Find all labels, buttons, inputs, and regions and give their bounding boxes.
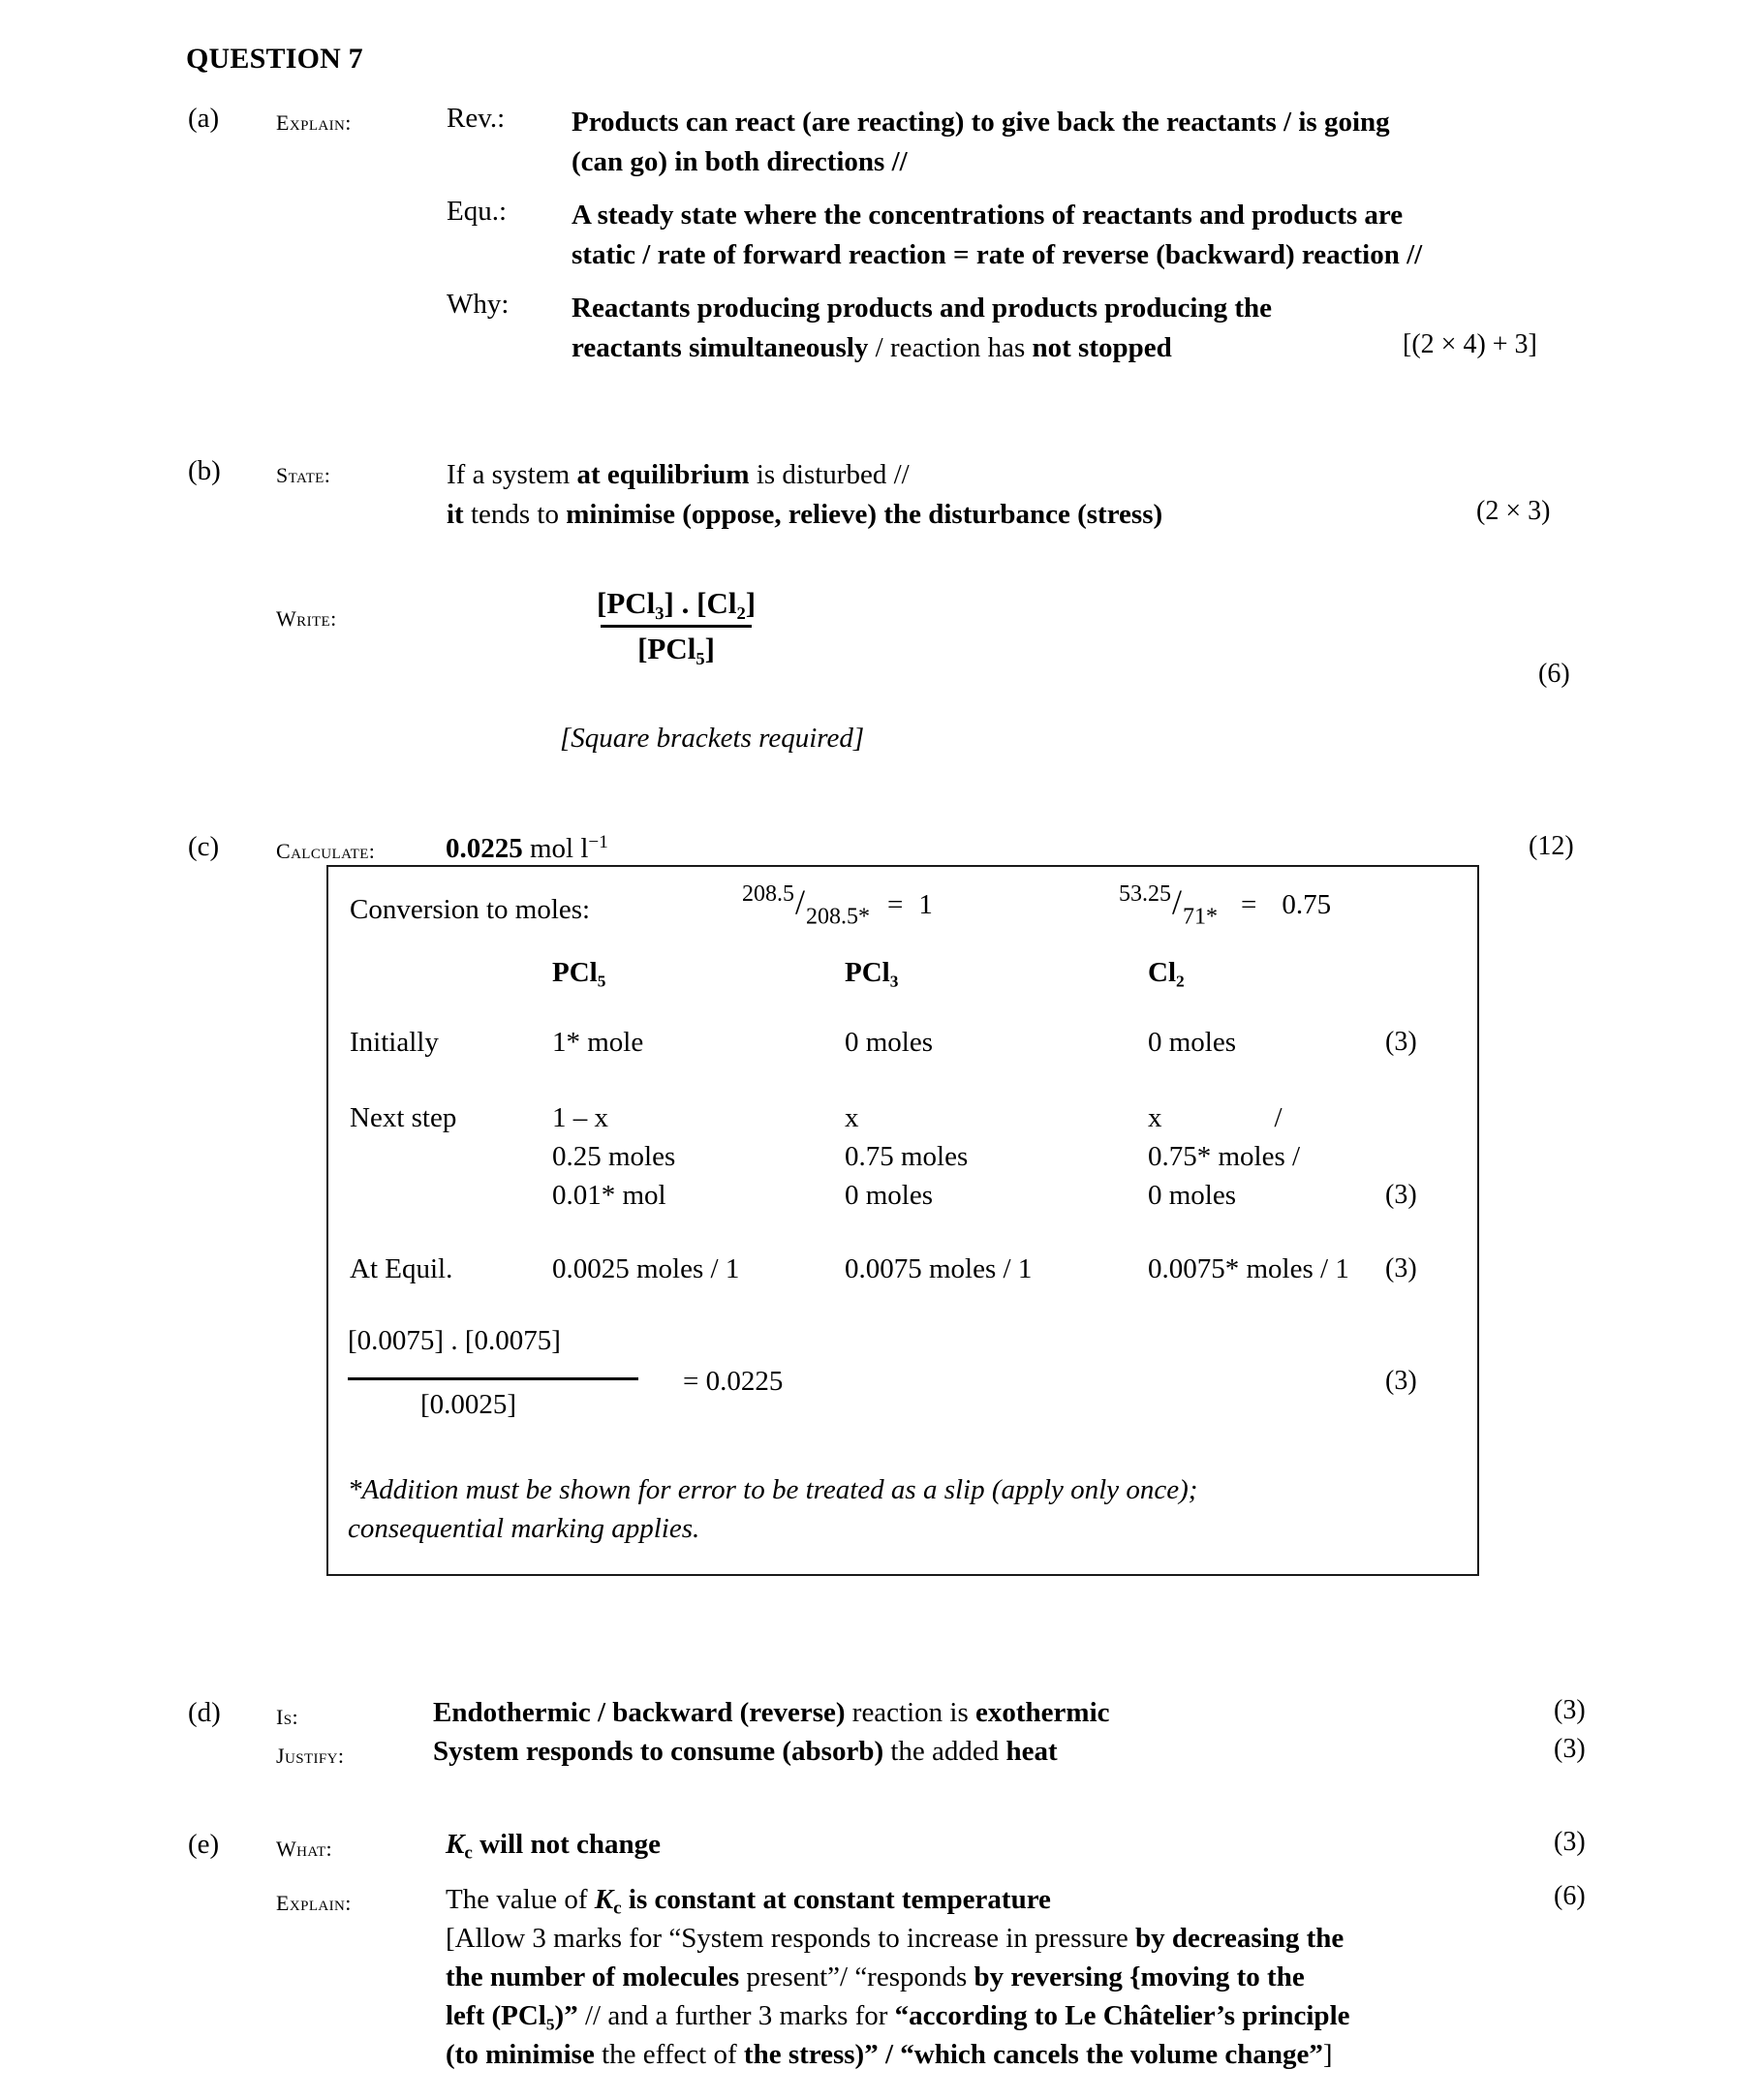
marks-final-fraction: (3)	[1385, 1366, 1417, 1396]
answer-why-line1: Reactants producing products and products producing the	[572, 293, 1273, 324]
segment-plain: // and a further 3 marks for	[577, 2000, 895, 2031]
answer-explain-e-line1	[446, 1880, 1051, 1919]
conversion-1-equals: =	[887, 889, 904, 921]
cue-explain-e: Explain:	[276, 1891, 352, 1915]
marks-part-b-state: (2 × 3)	[1476, 496, 1551, 526]
subcue-equ: Equ.:	[447, 196, 508, 227]
conversion-label: Conversion to moles:	[350, 894, 591, 925]
what-bold: will not change	[472, 1829, 661, 1860]
kc-symbol: K	[446, 1829, 465, 1860]
conversion-2-result: 0.75	[1282, 889, 1332, 921]
justify-plain: the added	[883, 1736, 1006, 1767]
marks-row-at-equil: (3)	[1385, 1253, 1417, 1283]
answer-calculate-c	[446, 829, 608, 868]
answer-equ-line2: static / rate of forward reaction = rate of reverse (backward) reaction //	[572, 239, 1423, 270]
explain-bold: is constant at constant temperature	[621, 1884, 1051, 1915]
column-header-pcl3: PCl₃	[845, 957, 899, 988]
kc-symbol: K	[594, 1884, 614, 1915]
state-line1-bold: at equilibrium	[576, 459, 750, 490]
table-cell: 0.75 moles	[845, 1141, 969, 1172]
cue-what-e: what:	[276, 1837, 333, 1861]
part-label-a: (a)	[188, 103, 220, 134]
answer-why-line2-bold-a: reactants simultaneously	[572, 332, 869, 363]
fraction-bar	[601, 625, 752, 628]
cue-is-d: is:	[276, 1705, 298, 1729]
table-cell: x /	[1148, 1102, 1283, 1133]
final-fraction-bar	[348, 1377, 638, 1380]
answer-why-line2	[572, 328, 1482, 367]
segment-bold: (to minimise	[446, 2039, 595, 2070]
justify-bold-a: System responds to consume (absorb)	[433, 1736, 884, 1767]
table-cell: 1 – x	[552, 1102, 608, 1133]
state-line2-bold-a: it	[447, 499, 464, 530]
answer-why-line2-plain: / reaction has	[868, 332, 1033, 363]
state-line1-plain-a: If a system	[447, 459, 577, 490]
segment-bold: the number of molecules	[446, 1961, 740, 1992]
segment-bold: “according to Le Châtelier’s principle	[894, 2000, 1350, 2031]
justify-bold-b: heat	[1005, 1736, 1058, 1767]
table-cell: 0 moles	[1148, 1180, 1237, 1211]
conversion-1-numerator: 208.5	[742, 881, 794, 907]
final-fraction-numerator: [0.0075] . [0.0075]	[348, 1325, 561, 1356]
cue-justify-d: Justify:	[276, 1744, 345, 1768]
table-cell: x	[845, 1102, 859, 1133]
table-cell: 0.01* mol	[552, 1180, 666, 1211]
segment-plain: ]	[1322, 2039, 1333, 2070]
segment-bold: by reversing {moving to the	[974, 1961, 1305, 1992]
state-line1-plain-b: is disturbed //	[749, 459, 910, 490]
conversion-1-result: 1	[918, 889, 933, 921]
conversion-fraction-2	[1119, 881, 1331, 930]
page-title: QUESTION 7	[186, 43, 363, 75]
calculate-answer-value: 0.0225	[446, 833, 523, 864]
row-label-at-equil: At Equil.	[350, 1253, 453, 1284]
subcue-rev: Rev.:	[447, 103, 506, 134]
table-cell: 0 moles	[845, 1027, 934, 1058]
part-label-c: (c)	[188, 831, 220, 862]
equilibrium-constant-expression	[591, 586, 761, 666]
marks-part-c: (12)	[1529, 831, 1574, 861]
working-box	[326, 865, 1479, 1576]
is-plain: reaction is	[845, 1697, 976, 1728]
answer-justify-d	[433, 1732, 1058, 1771]
expression-denominator: [PCl₅]	[637, 632, 715, 665]
calculate-answer-units-exponent: −1	[588, 832, 608, 853]
conversion-2-equals: =	[1241, 889, 1257, 921]
subcue-why: Why:	[447, 289, 510, 320]
table-cell: 0.25 moles	[552, 1141, 676, 1172]
state-line2-bold-b: minimise (oppose, relieve) the disturbance (stress)	[566, 499, 1163, 530]
table-cell: 0.0025 moles / 1	[552, 1253, 740, 1284]
answer-equ-line1: A steady state where the concentrations of reactants and products are	[572, 200, 1404, 231]
segment-plain: [Allow 3 marks for “System responds to increase in pressure	[446, 1923, 1135, 1954]
table-cell: 0.0075 moles / 1	[845, 1253, 1033, 1284]
segment-plain: the effect of	[594, 2039, 744, 2070]
segment-plain: present”/ “responds	[739, 1961, 974, 1992]
slash-icon: /	[795, 882, 806, 922]
row-label-next-step: Next step	[350, 1102, 457, 1133]
answer-rev-line1: Products can react (are reacting) to give back the reactants / is going	[572, 107, 1390, 138]
box-footnote-line1: *Addition must be shown for error to be treated as a slip (apply only once);	[348, 1474, 1198, 1505]
part-label-b: (b)	[188, 455, 221, 486]
slash-icon: /	[1172, 882, 1183, 922]
explain-bracket-line-2	[446, 1958, 1305, 1996]
note-square-brackets: [Square brackets required]	[560, 723, 865, 754]
answer-why-line2-bold-b: not stopped	[1032, 332, 1172, 363]
calculate-answer-units: mol l	[522, 833, 589, 864]
segment-bold: left (PCl₅)”	[446, 2000, 578, 2031]
conversion-fraction-1	[742, 881, 933, 930]
conversion-2-numerator: 53.25	[1119, 881, 1171, 907]
part-label-e: (e)	[188, 1829, 220, 1860]
segment-bold: the stress)” / “which cancels the volume change”	[743, 2039, 1323, 2070]
box-footnote-line2: consequential marking applies.	[348, 1513, 700, 1544]
marks-part-e-what: (3)	[1554, 1827, 1586, 1857]
marks-part-e-explain: (6)	[1554, 1881, 1586, 1911]
kc-subscript: c	[613, 1898, 622, 1919]
table-cell: 0 moles	[1148, 1027, 1237, 1058]
final-fraction-result: = 0.0225	[683, 1366, 784, 1397]
explain-bracket-line-4	[446, 2035, 1333, 2074]
cue-state-b: state:	[276, 463, 331, 487]
explain-bracket-line-1	[446, 1919, 1344, 1958]
answer-state-line1	[447, 455, 1415, 494]
answer-what-e	[446, 1825, 661, 1864]
explain-bracket-line-3	[446, 1996, 1350, 2035]
column-header-pcl5: PCl₅	[552, 957, 606, 988]
marks-part-d-is: (3)	[1554, 1695, 1586, 1725]
state-line2-plain: tends to	[463, 499, 567, 530]
kc-subscript: c	[464, 1842, 473, 1864]
conversion-1-denominator: 208.5*	[806, 904, 871, 930]
cue-calculate-c: calculate:	[276, 839, 376, 863]
marks-row-initially: (3)	[1385, 1027, 1417, 1057]
answer-state-line2	[447, 495, 1415, 534]
marks-row-next-step: (3)	[1385, 1180, 1417, 1210]
cue-explain-a: explain:	[276, 110, 352, 135]
expression-numerator: [PCl₃] . [Cl₂]	[597, 586, 757, 620]
marks-part-a: [(2 × 4) + 3]	[1403, 329, 1537, 359]
part-label-d: (d)	[188, 1697, 221, 1728]
marks-part-b-write: (6)	[1538, 659, 1570, 689]
conversion-2-denominator: 71*	[1183, 904, 1219, 930]
answer-is-d	[433, 1693, 1110, 1732]
row-label-initially: Initially	[350, 1027, 439, 1058]
table-cell: 0 moles	[845, 1180, 934, 1211]
marks-part-d-justify: (3)	[1554, 1734, 1586, 1764]
table-cell: 0.75* moles /	[1148, 1141, 1301, 1172]
answer-rev-line2: (can go) in both directions //	[572, 146, 908, 177]
column-header-cl2: Cl₂	[1148, 957, 1185, 988]
segment-bold: by decreasing the	[1134, 1923, 1345, 1954]
table-cell: 0.0075* moles / 1	[1148, 1253, 1349, 1284]
explain-plain-a: The value of	[446, 1884, 595, 1915]
table-cell: 1* mole	[552, 1027, 644, 1058]
is-bold-b: exothermic	[975, 1697, 1110, 1728]
final-fraction-denominator: [0.0025]	[420, 1389, 517, 1420]
cue-write-b: Write:	[276, 606, 337, 631]
is-bold-a: Endothermic / backward (reverse)	[433, 1697, 846, 1728]
